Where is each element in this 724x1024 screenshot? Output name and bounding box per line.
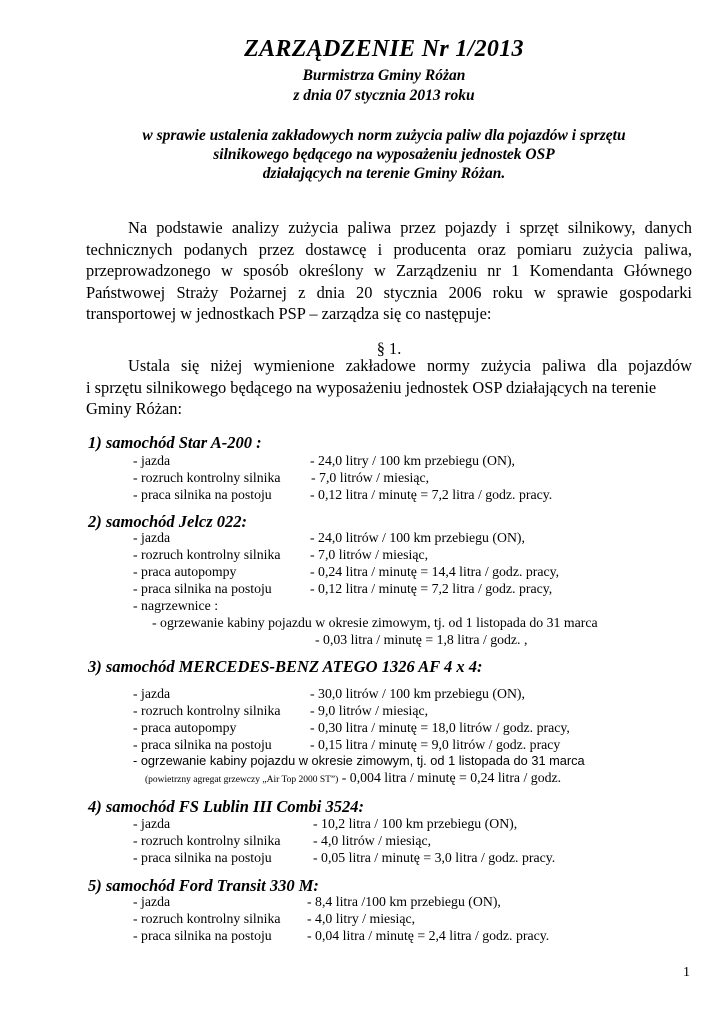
subject-line-1: w sprawie ustalenia zakładowych norm zużycia paliw dla pojazdów i sprzętu bbox=[142, 127, 626, 144]
preamble-line: Państwowej Straży Pożarnej z dnia 20 stycznia 2006 roku w sprawie gospodarki bbox=[86, 282, 692, 302]
vehicle-2-heating-line: - ogrzewanie kabiny pojazdu w okresie zimowym, tj. od 1 listopada do 31 marca bbox=[152, 615, 598, 630]
preamble-line: transportowej w jednostkach PSP – zarządza się co następuje: bbox=[86, 304, 492, 323]
date-line: z dnia 07 stycznia 2013 roku bbox=[293, 87, 475, 104]
preamble-line: przeprowadzonego w sposób określony w Zarządzeniu nr 1 Komendanta Głównego bbox=[86, 261, 692, 280]
paragraph-1-text bbox=[86, 355, 692, 420]
vehicle-3-heading: 3) samochód MERCEDES-BENZ ATEGO 1326 AF 4 x 4: bbox=[88, 657, 483, 676]
document-page: ZARZĄDZENIE Nr 1/2013 Burmistrza Gminy Różan z dnia 07 stycznia 2013 roku w sprawie ustalenia zakładowych norm zużycia paliw dla pojazdów i sprzętu silnikowego będącego na wyposażeniu jednostek OSP działających na terenie Gminy Różan. Na podstawie analizy zużycia paliwa przez pojazdy i sprzęt silnikowy, danych technicznych podanych przez dostawcę i producenta oraz pomiaru zużycia paliwa, przeprowadzonego w sposób określony w Zarządzeniu nr 1 Komendanta Głównego Państwowej Straży Pożarnej z dnia 20 stycznia 2006 roku w sprawie gospodarki transportowej w jednostkach PSP – zarządza się co następuje: § 1. Ustala się niżej wymienione zakładowe normy zużycia paliwa dla pojazdów i sprzętu silnikowego będącego na wyposażeniu jednostek OSP działających na terenie Gminy Różan: 1) samochód Star A-200 : - jazda - 24,0 litry / 100 km przebiegu (ON), - rozruch kontrolny silnika - 7,0 litrów / miesiąc, - praca silnika na postoju - 0,12 litra / minutę = 7,2 litra / godz. pracy. 2) samochód Jelcz 022: - jazda - 24,0 litrów / 100 km przebiegu (ON), - rozruch kontrolny silnika - 7,0 litrów / miesiąc, - praca autopompy - 0,24 litra / minutę = 14,4 litra / godz. pracy, - praca silnika na postoju - 0,12 litra / minutę = 7,2 litra / godz. pracy, - nagrzewnice : - ogrzewanie kabiny pojazdu w okresie zimowym, tj. od 1 listopada do 31 marca - 0,03 litra / minutę = 1,8 litra / godz. , 3) samochód MERCEDES-BENZ ATEGO 1326 AF 4 x 4: - jazda - 30,0 litrów / 100 km przebiegu (ON), - rozruch kontrolny silnika - 9,0 litrów / miesiąc, - praca autopompy - 0,30 litra / minutę = 18,0 litrów / godz. pracy, - praca silnika na postoju - 0,15 litra / minutę = 9,0 litrów / godz. pracy - ogrzewanie kabiny pojazdu w okresie zimowym, tj. od 1 listopada do 31 marca (powietrzny agregat grzewczy „Air Top 2000 ST”) - 0,004 litra / minutę = 0,24 litra / godz. 4) samochód FS Lublin III Combi 3524: - jazda - 10,2 litra / 100 km przebiegu (ON), - rozruch kontrolny silnika - 4,0 litrów / miesiąc, - praca silnika na postoju - 0,05 litra / minutę = 3,0 litra / godz. pracy. 5) samochód Ford Transit 330 M: - jazda - 8,4 litra /100 km przebiegu (ON), - rozruch kontrolny silnika - 4,0 litry / miesiąc, - praca silnika na postoju - 0,04 litra / minutę = 2,4 litra / godz. pracy. 1 bbox=[0, 0, 724, 1024]
vehicle-4-heading: 4) samochód FS Lublin III Combi 3524: bbox=[88, 797, 364, 816]
vehicle-1-heading: 1) samochód Star A-200 : bbox=[88, 433, 262, 452]
preamble-line: Na podstawie analizy zużycia paliwa przez pojazdy i sprzęt silnikowy, danych bbox=[128, 218, 692, 237]
heater-note: (powietrzny agregat grzewczy „Air Top 2000 ST”) bbox=[145, 775, 339, 785]
page-number: 1 bbox=[683, 965, 690, 980]
issuer-line: Burmistrza Gminy Różan bbox=[302, 67, 466, 84]
paragraph-line: Gminy Różan: bbox=[86, 399, 183, 418]
preamble bbox=[86, 217, 692, 325]
paragraph-mark: § 1. bbox=[376, 339, 402, 358]
document-title: ZARZĄDZENIE Nr 1/2013 bbox=[244, 36, 524, 62]
vehicle-2-heading: 2) samochód Jelcz 022: bbox=[88, 512, 248, 531]
vehicle-5-heading: 5) samochód Ford Transit 330 M: bbox=[88, 876, 319, 895]
heater-value: - 0,004 litra / minutę = 0,24 litra / godz. bbox=[341, 770, 562, 785]
vehicle-3-heating-line: - ogrzewanie kabiny pojazdu w okresie zimowym, tj. od 1 listopada do 31 marca bbox=[133, 753, 585, 768]
paragraph-line: i sprzętu silnikowego będącego na wyposażeniu jednostek OSP działających na terenie bbox=[86, 377, 657, 397]
vehicle-2-heating-value: - 0,03 litra / minutę = 1,8 litra / godz. , bbox=[315, 632, 528, 647]
paragraph-line: Ustala się niżej wymienione zakładowe normy zużycia paliwa dla pojazdów bbox=[128, 356, 692, 375]
subject-line-3: działających na terenie Gminy Różan. bbox=[262, 165, 506, 182]
subject-line-2: silnikowego będącego na wyposażeniu jednostek OSP bbox=[213, 146, 555, 163]
preamble-line: technicznych podanych przez dostawcę i producenta oraz pomiaru zużycia paliwa, bbox=[86, 239, 692, 259]
vehicle-3-heater-row bbox=[145, 770, 561, 786]
